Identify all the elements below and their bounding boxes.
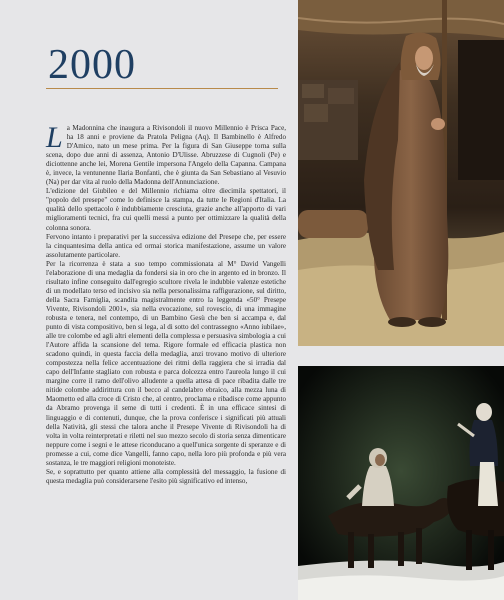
year-heading: 2000 <box>48 42 136 88</box>
paragraph-3: Fervono intanto i preparativi per la successiva edizione del Presepe che, per essere la cinquantesima della antica ed ormai storica manifestazione, assume un valore assolutamente particolare. <box>46 232 286 259</box>
paragraph-4: Per la ricorrenza è stata a suo tempo commissionata al M° David Vangelli l'elaborazione di una medaglia da fondersi sia in oro che in argento ed in bronzo. Il risultato infine conseguito dall'egregio scultore rivela le indubbie valenze estetiche di un modellato terso ed incisivo sia nella personalissima raffigurazione, sul diritto, della Sacra Famiglia, scandita magistralmente entro la leggenda «50° Presepe Vivente, Rivisondoli 2001», sia nella evocazione, sul rovescio, di una immagine robusta e tenera, nel contempo, di un Bambino Gesù che ben si accampa e, dal punto di vista compositivo, ben si lega, al di sotto del contrassegno «Anno iubilae», alle tre colombe ed agli altri elementi della complessa e persuasiva simbologia a cui l'Autore affida la scansione del tema. Rigore formale ed efficacia plastica non scadono quindi, in questa faccia della medaglia, anzi trovano motivo di ulteriore compostezza nella felice accentuazione dei ritmi della raggiera che si irradia dal capo dell'Infante stagliato con robusta e parca dolcezza entro l'aureola lungo il cui margine corre il ramo dell'olivo alludente a quella attesa di pace ribadita dalle tre nitide colombe addirittura con il becco al candelabro ebraico, alla mezza luna di Maometto ed alla croce di Cristo che, al centro, proclama e ribadisce come appunto da Abramo provenga il seme di tutti i credenti. È in una efficace sintesi di linguaggio e di contenuti, dunque, che la prova conferisce i significati più attuali della Natività, gli stessi che talora anche il Presepe Vivente di Rivisondoli ha di volta in volta reinterpretati e riletti nel suo mezzo secolo di storia senza dimenticare neppure come i segni e le attese riconducano a quell'unica sorgente di speranze e di promesse a cui, come dice Vangelli, fanno capo, nella loro più profonda e più vera sostanza, le tre maggiori religioni monoteiste. <box>46 259 286 467</box>
paragraph-2: L'edizione del Giubileo e del Millennio richiama oltre diecimila spettatori, il "popolo del presepe" come lo definisce la stampa, da tutte le Regioni d'Italia. La qualità dello spettacolo è indubbiamente cresciuta, grazie anche all'apporto di vari miglioramenti tecnici, fra cui quelli messi a punto per ottimizzare la qualità della colonna sonora. <box>46 187 286 232</box>
heading-rule <box>46 88 278 89</box>
paragraph-5: Se, e soprattutto per quanto attiene alla complessità del messaggio, la fusione di questa medaglia può considerarsene l'esito più significativo ed intenso, <box>46 467 286 485</box>
photo-night-riders <box>298 366 504 600</box>
photo-shepherd <box>298 0 504 346</box>
drop-cap: L <box>46 121 63 154</box>
shepherd-illustration <box>298 0 504 346</box>
photo-gap <box>298 346 504 366</box>
article-body <box>46 121 286 486</box>
riders-illustration <box>298 366 504 600</box>
paragraph-1: La Madonnina che inaugura a Rivisondoli il nuovo Millennio è Prisca Pace, ha 18 anni e proviene da Pratola Peligna (Aq). Il Bambinello è Alfredo D'Amico, nato un mese prima. Per la figura di San Giuseppe torna sulla scena, dopo due anni di assenza, Antonio D'Ulisse. Abruzzese di Cugnoli (Pe) e diciottenne anche lei, Morena Gentile impersona l'Angelo della Capanna. Campana è, invece, la ventunenne Ilaria Bonfanti, che è giunta da San Sebastiano al Vesuvio (Na) per dar vita al ruolo della Madonna dell'Annunciazione. <box>46 121 286 187</box>
